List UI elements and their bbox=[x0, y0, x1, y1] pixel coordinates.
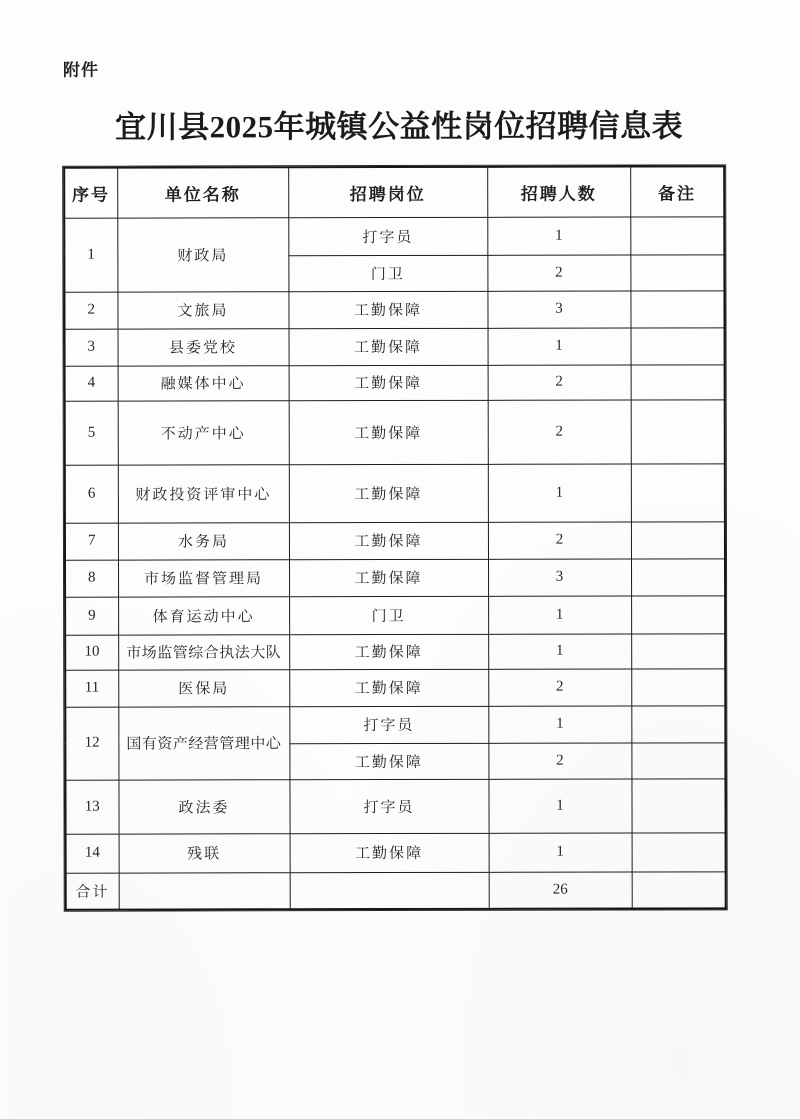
row-no: 2 bbox=[64, 292, 117, 329]
post-cell: 工勤保障 bbox=[289, 559, 488, 596]
post-cell: 工勤保障 bbox=[288, 291, 487, 328]
row-no: 12 bbox=[65, 707, 118, 780]
note-cell bbox=[631, 463, 725, 521]
header-no: 序号 bbox=[64, 168, 117, 218]
count-cell: 2 bbox=[488, 743, 631, 779]
count-cell: 1 bbox=[488, 596, 631, 634]
note-cell bbox=[632, 832, 726, 871]
unit-name-cell: 政法委 bbox=[118, 779, 289, 833]
count-cell: 2 bbox=[488, 400, 631, 464]
note-cell bbox=[630, 254, 724, 290]
unit-name-cell: 水务局 bbox=[118, 522, 289, 559]
table-row bbox=[65, 463, 725, 522]
page-title: 宜川县2025年城镇公益性岗位招聘信息表 bbox=[115, 108, 684, 145]
note-cell bbox=[631, 595, 725, 633]
row-no: 10 bbox=[65, 635, 118, 670]
unit-name-cell: 国有资产经营管理中心 bbox=[118, 706, 289, 779]
unit-name-cell: 不动产中心 bbox=[118, 400, 289, 464]
row-no: 1 bbox=[64, 218, 117, 292]
row-no: 6 bbox=[65, 465, 118, 523]
count-cell: 3 bbox=[488, 559, 631, 596]
post-cell: 门卫 bbox=[289, 596, 488, 634]
total-note-cell bbox=[632, 871, 726, 908]
header-post: 招聘岗位 bbox=[288, 167, 487, 217]
total-unit-cell bbox=[119, 872, 290, 909]
unit-name-cell: 文旅局 bbox=[117, 291, 288, 328]
count-cell: 1 bbox=[487, 217, 630, 255]
post-cell: 工勤保障 bbox=[289, 400, 488, 464]
table-row bbox=[65, 705, 725, 743]
note-cell bbox=[631, 778, 725, 832]
count-cell: 2 bbox=[487, 255, 630, 291]
count-cell: 1 bbox=[488, 706, 631, 743]
post-cell: 工勤保障 bbox=[289, 365, 488, 400]
unit-name-cell: 残联 bbox=[119, 833, 290, 872]
note-cell bbox=[631, 558, 725, 595]
post-cell: 工勤保障 bbox=[289, 464, 488, 522]
unit-name-cell: 财政局 bbox=[117, 217, 288, 291]
note-cell bbox=[630, 290, 724, 327]
table-row bbox=[65, 633, 725, 669]
table-row bbox=[65, 558, 725, 596]
unit-name-cell: 县委党校 bbox=[118, 328, 289, 365]
row-no: 13 bbox=[65, 780, 118, 834]
post-cell: 工勤保障 bbox=[289, 743, 488, 779]
post-cell: 工勤保障 bbox=[290, 833, 489, 872]
note-cell bbox=[631, 705, 725, 742]
count-cell: 2 bbox=[488, 669, 631, 706]
note-cell bbox=[630, 216, 724, 254]
table-row bbox=[65, 521, 725, 559]
note-cell bbox=[631, 521, 725, 558]
header-note: 备注 bbox=[630, 166, 724, 216]
table-row bbox=[65, 595, 725, 634]
post-cell: 打字员 bbox=[288, 217, 487, 255]
post-cell: 工勤保障 bbox=[289, 522, 488, 559]
row-no: 9 bbox=[65, 597, 118, 635]
total-count: 26 bbox=[489, 872, 632, 909]
post-cell: 工勤保障 bbox=[289, 634, 488, 669]
total-post-cell bbox=[290, 872, 489, 909]
row-no: 11 bbox=[65, 670, 118, 707]
unit-name-cell: 财政投资评审中心 bbox=[118, 464, 289, 522]
table-header-row bbox=[64, 166, 724, 217]
table-row bbox=[66, 832, 726, 872]
note-cell bbox=[631, 399, 725, 463]
total-label: 合计 bbox=[66, 873, 119, 910]
note-cell bbox=[631, 668, 725, 705]
unit-name-cell: 融媒体中心 bbox=[118, 365, 289, 400]
note-cell bbox=[631, 633, 725, 668]
table-row bbox=[65, 364, 725, 400]
attachment-label: 附件 bbox=[62, 60, 99, 80]
post-cell: 工勤保障 bbox=[289, 328, 488, 365]
header-count: 招聘人数 bbox=[487, 167, 630, 217]
count-cell: 2 bbox=[488, 365, 631, 400]
row-no: 7 bbox=[65, 523, 118, 560]
table-row bbox=[65, 668, 725, 706]
row-no: 14 bbox=[66, 834, 119, 873]
table-row bbox=[64, 216, 724, 255]
row-no: 5 bbox=[65, 401, 118, 465]
count-cell: 1 bbox=[488, 779, 631, 833]
count-cell: 2 bbox=[488, 522, 631, 559]
post-cell: 打字员 bbox=[289, 706, 488, 743]
count-cell: 1 bbox=[488, 464, 631, 522]
note-cell bbox=[631, 364, 725, 399]
table-total-row bbox=[66, 871, 726, 909]
note-cell bbox=[631, 742, 725, 778]
count-cell: 1 bbox=[489, 833, 632, 872]
count-cell: 1 bbox=[488, 328, 631, 365]
table-row bbox=[64, 290, 724, 328]
row-no: 4 bbox=[65, 366, 118, 401]
post-cell: 门卫 bbox=[288, 255, 487, 291]
table-row bbox=[65, 327, 725, 365]
header-unit: 单位名称 bbox=[117, 167, 288, 217]
unit-name-cell: 体育运动中心 bbox=[118, 596, 289, 634]
count-cell: 1 bbox=[488, 634, 631, 669]
table-row bbox=[65, 778, 725, 833]
table-row bbox=[65, 399, 725, 464]
row-no: 3 bbox=[65, 329, 118, 366]
unit-name-cell: 市场监管综合执法大队 bbox=[118, 634, 289, 669]
recruitment-table bbox=[63, 165, 727, 910]
row-no: 8 bbox=[65, 560, 118, 597]
unit-name-cell: 医保局 bbox=[118, 669, 289, 706]
count-cell: 3 bbox=[487, 291, 630, 328]
post-cell: 工勤保障 bbox=[289, 669, 488, 706]
post-cell: 打字员 bbox=[289, 779, 488, 833]
unit-name-cell: 市场监督管理局 bbox=[118, 559, 289, 596]
note-cell bbox=[631, 327, 725, 364]
